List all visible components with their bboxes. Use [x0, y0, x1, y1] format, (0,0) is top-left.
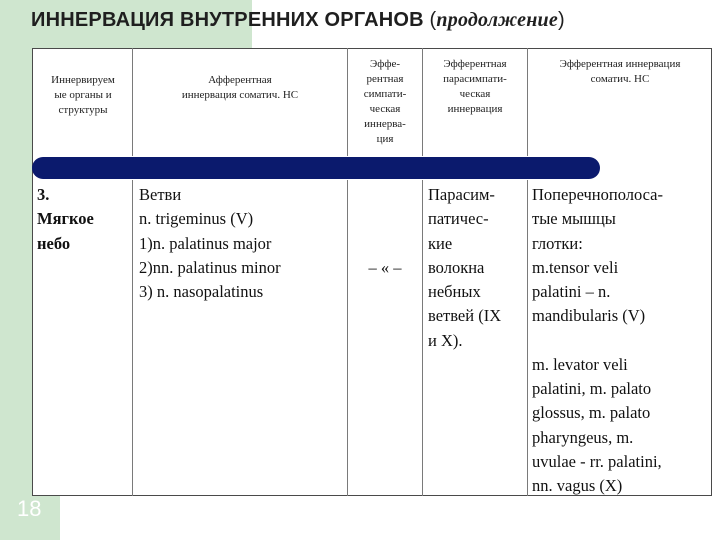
header-afferent: Афферентная иннервация соматич. НС: [181, 74, 299, 101]
header-somatic-efferent: Эфферентная иннервация соматич. НС: [559, 58, 681, 85]
col-divider-2b: [347, 180, 348, 496]
col-divider-1b: [132, 180, 133, 496]
cell-sympathetic: – « –: [368, 258, 402, 277]
cell-parasympathetic: Парасим- патичес- кие волокна небных ветвей (IX и X).: [428, 185, 502, 350]
col-divider-1: [132, 48, 133, 156]
cell-organ: 3. Мягкое небо: [37, 185, 94, 253]
col-divider-4b: [527, 180, 528, 496]
header-sympathetic: Эффе- рентная симпати- ческая иннерва- ция: [363, 58, 407, 145]
page-title: ИННЕРВАЦИЯ ВНУТРЕННИХ ОРГАНОВ (продолжение): [31, 9, 565, 31]
page-number: 18: [17, 496, 42, 521]
title-continuation: продолжение: [436, 9, 558, 31]
header-parasympathetic: Эфферентная парасимпати- ческая иннервация: [443, 58, 507, 115]
col-divider-3b: [422, 180, 423, 496]
header-separator-band: [32, 157, 600, 179]
col-divider-4: [527, 48, 528, 156]
cell-somatic-efferent: Поперечнополоса- тые мышцы глотки: m.tensor veli palatini – n. mandibularis (V) m. levator veli palatini, m. palato glossus, m. palato pharyngeus, m. uvulae - rr. palatini, nn. vagus (X): [532, 185, 663, 496]
header-organs: Иннервируем ые органы и структуры: [51, 74, 115, 116]
cell-afferent: Ветви n. trigeminus (V) 1)n. palatinus major 2)nn. palatinus minor 3) n. nasopalatinus: [139, 185, 281, 302]
